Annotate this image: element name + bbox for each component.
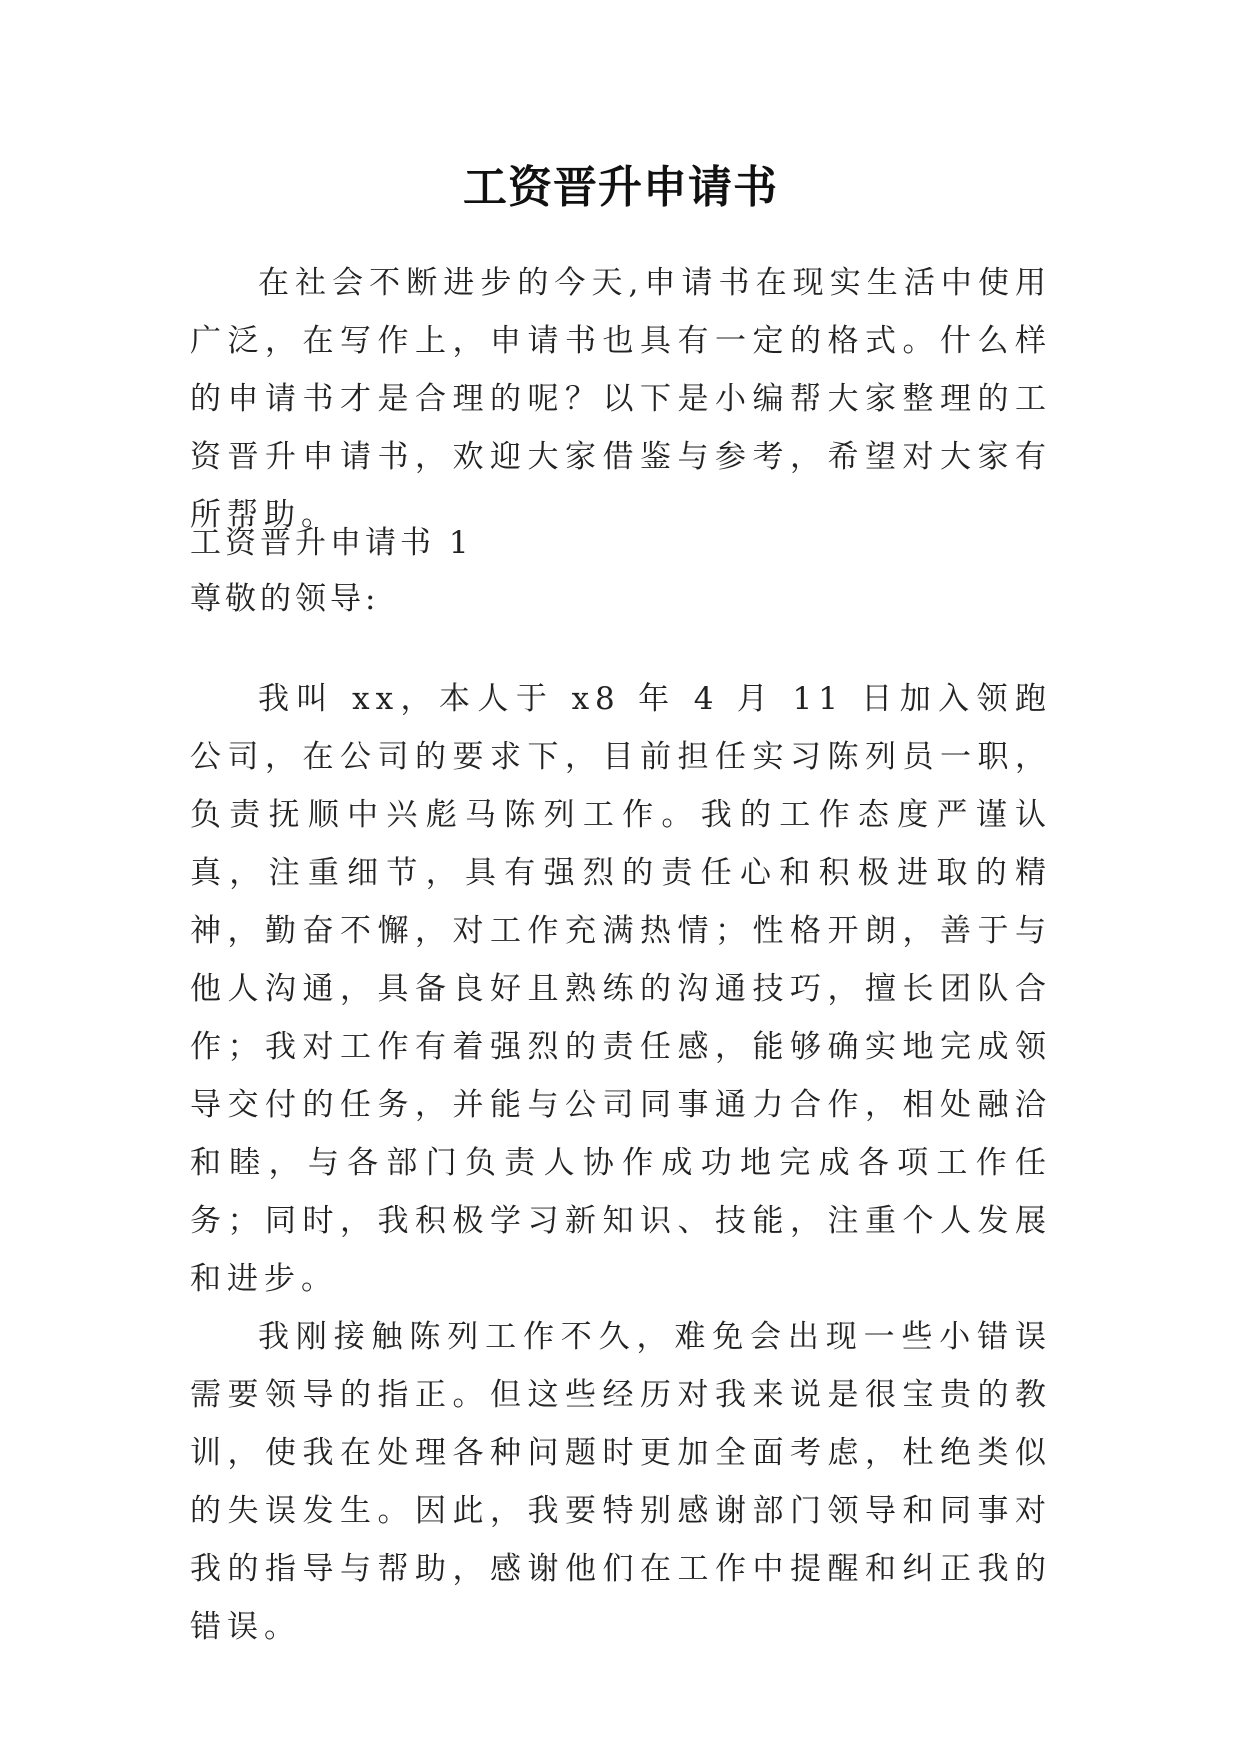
body-paragraph-2: 我刚接触陈列工作不久，难免会出现一些小错误需要领导的指正。但这些经历对我来说是很宝贵的教训，使我在处理各种问题时更加全面考虑，杜绝类似的失误发生。因此，我要特别感谢部门领导和同事对我的指导与帮助，感谢他们在工作中提醒和纠正我的错误。 — [190, 1319, 1052, 1645]
section-heading: 工资晋升申请书 1 — [190, 525, 473, 561]
body-paragraph-1: 我叫 xx，本人于 x8 年 4 月 11 日加入领跑公司，在公司的要求下，目前担任实习陈列员一职，负责抚顺中兴彪马陈列工作。我的工作态度严谨认真，注重细节，具有强烈的责任心和积极进取的精神，勤奋不懈，对工作充满热情；性格开朗，善于与他人沟通，具备良好且熟练的沟通技巧，擅长团队合作；我对工作有着强烈的责任感，能够确实地完成领导交付的任务，并能与公司同事通力合作，相处融洽和睦，与各部门负责人协作成功地完成各项工作任务；同时，我积极学习新知识、技能，注重个人发展和进步。 — [190, 681, 1052, 1297]
document-title: 工资晋升申请书 — [463, 162, 778, 213]
letter-body — [190, 670, 1052, 1656]
salutation: 尊敬的领导: — [190, 581, 380, 617]
intro-paragraph: 在社会不断进步的今天,申请书在现实生活中使用广泛，在写作上，申请书也具有一定的格式。什么样的申请书才是合理的呢？以下是小编帮大家整理的工资晋升申请书，欢迎大家借鉴与参考，希望对大家有所帮助。 — [190, 265, 1052, 533]
